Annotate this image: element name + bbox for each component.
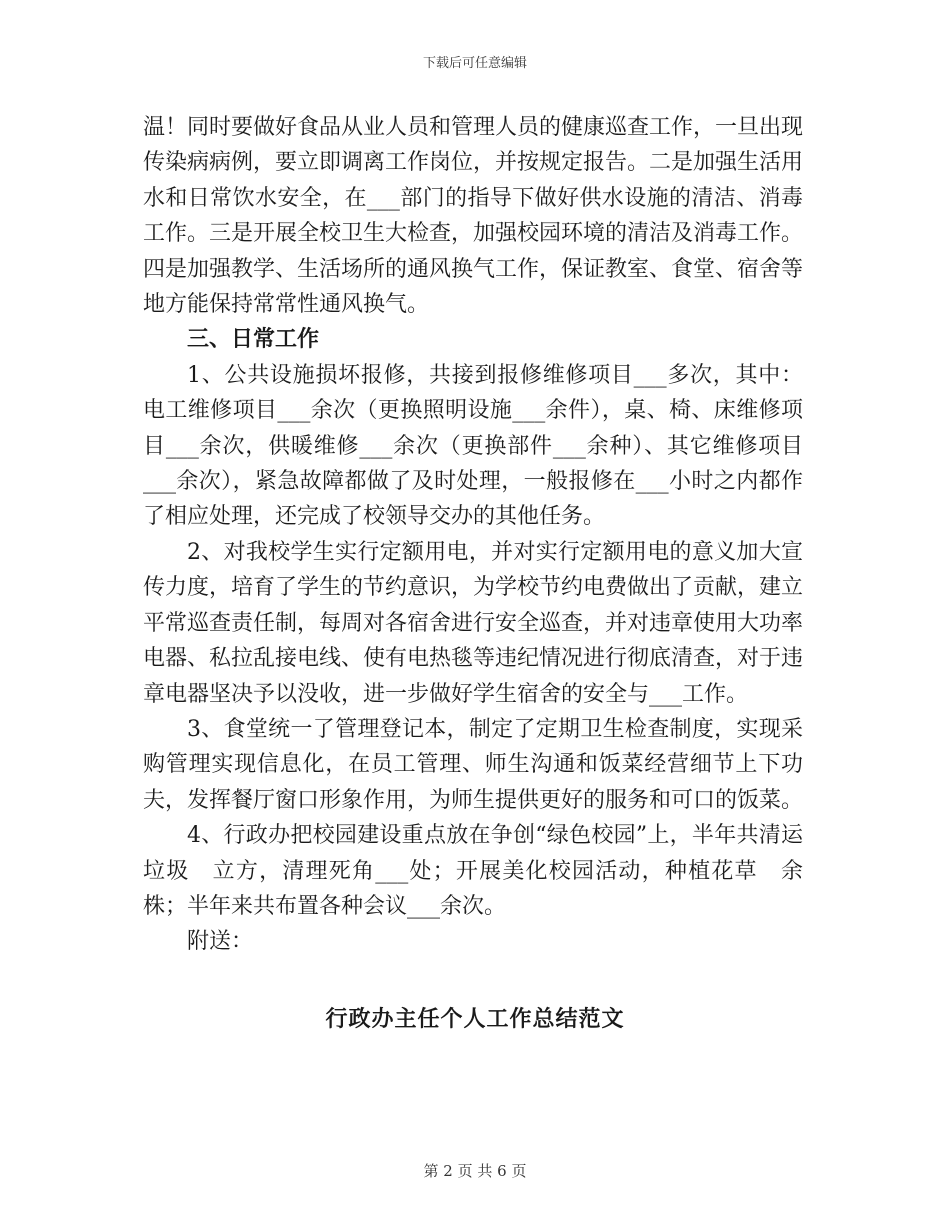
list-item-4: 4、行政办把校园建设重点放在争创“绿色校园”上，半年共清运垃圾 立方，清理死角___处；开展美化校园活动，种植花草 余株；半年来共布置各种会议___余次。 <box>143 823 803 919</box>
list-item-3: 3、食堂统一了管理登记本，制定了定期卫生检查制度，实现采购管理实现信息化，在员工管理、师生沟通和饭菜经营细节上下功夫，发挥餐厅窗口形象作用，为师生提供更好的服务和可口的饭菜。 <box>143 716 804 813</box>
page-footer: 第 2 页 共 6 页 <box>423 1162 527 1180</box>
appendix-label: 附送： <box>187 929 254 955</box>
appendix-title: 行政办主任个人工作总结范文 <box>325 1006 625 1032</box>
section-heading-3: 三、日常工作 <box>187 326 320 353</box>
list-item-1: 1、公共设施损坏报修，共接到报修维修项目___多次，其中：电工维修项目___余次（更换照明设施___余件），桌、椅、床维修项目___余次，供暖维修___余次（更换部件___余种）、其它维修项目___余次），紧急故障都做了及时处理，一般报修在___小时之内都作了相应处理，还完成了校领导交办的其他任务。 <box>143 362 803 530</box>
paragraph-continuation: 温！同时要做好食品从业人员和管理人员的健康巡查工作，一旦出现传染病病例，要立即调离工作岗位，并按规定报告。二是加强生活用水和日常饮水安全，在___部门的指导下做好供水设施的清洁、消毒工作。三是开展全校卫生大检查，加强校园环境的清洁及消毒工作。四是加强教学、生活场所的通风换气工作，保证教室、食堂、宿舍等地方能保持常常性通风换气。 <box>143 115 804 318</box>
list-item-2: 2、对我校学生实行定额用电，并对实行定额用电的意义加大宣传力度，培育了学生的节约意识，为学校节约电费做出了贡献，建立平常巡查责任制，每周对各宿舍进行安全巡查，并对违章使用大功率电器、私拉乱接电线、使有电热毯等违纪情况进行彻底清查，对于违章电器坚决予以没收，进一步做好学生宿舍的安全与___工作。 <box>143 539 804 707</box>
page-header: 下载后可任意编辑 <box>422 56 527 71</box>
document-body <box>143 110 803 960</box>
